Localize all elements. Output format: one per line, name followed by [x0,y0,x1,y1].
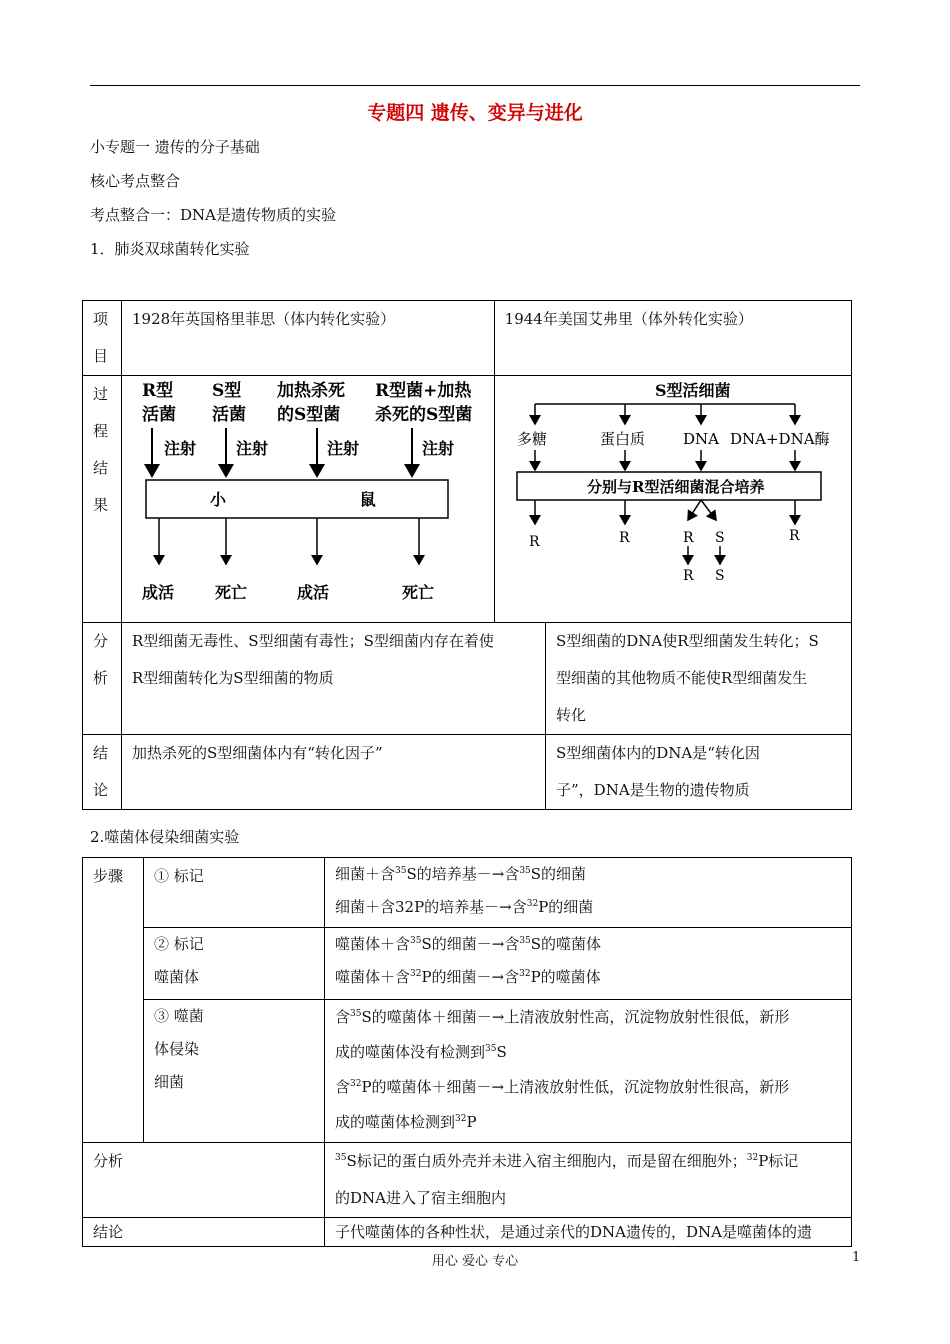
inject-label: 注射 [164,439,197,458]
analysis-griffith: R型细菌无毒性、S型细菌有毒性；S型细菌内存在着使 R型细菌转化为S型细菌的物质 [122,623,546,735]
outcome-label: S [714,568,725,584]
outcome-label: R [682,530,694,546]
griffith-head: 1928年英国格里菲思（体内转化实验） [122,301,495,376]
header-rule [90,85,860,86]
step2-label: ② 标记 噬菌体 [144,928,325,1000]
griffith-diagram [122,376,495,623]
group-label: S型 [212,381,242,401]
subtitle: 小专题一 遗传的分子基础 [90,138,260,156]
result-label: 死亡 [215,583,248,602]
inject-label: 注射 [327,439,360,458]
page-number: 1 [852,1250,861,1265]
part-label: DNA [682,430,719,448]
steps-head: 步骤 [83,858,144,1143]
conclusion-content: 子代噬菌体的各种性状，是通过亲代的DNA遗传的，DNA是噬菌体的遗 [325,1218,852,1247]
inject-label: 注射 [422,439,455,458]
conclusion-head: 结论 [83,1218,325,1247]
group-label: R型 [142,381,174,401]
inject-label: 注射 [236,439,269,458]
analysis-content: $^{35}$S标记的蛋白质外壳并未进入宿主细胞内，而是留在细胞外；$^{32}$P标记 的DNA进入了宿主细胞内 [325,1143,852,1218]
step2-content: 噬菌体＋含$^{35}$S的细菌－→含$^{35}$S的噬菌体 噬菌体＋含$^{32}$P的细菌－→含$^{32}$P的噬菌体 [325,928,852,1000]
row-head-analysis: 分 析 [83,623,122,735]
mouse-label: 小 鼠 [210,490,376,509]
outcome-arrow [701,500,716,520]
footer: 用心 爱心 专心 [431,1254,519,1269]
conclusion-avery: S型细菌体内的DNA是“转化因 子”，DNA是生物的遗传物质 [546,735,852,810]
result-label: 成活 [297,583,330,602]
griffith-diagram-svg [122,376,484,608]
step1-label: ① 标记 [144,858,325,928]
result-label: 死亡 [402,583,435,602]
section-heading: 核心考点整合 [90,172,181,190]
group-label: 的S型菌 [277,405,341,425]
outcome-label: R [788,528,800,544]
conclusion-griffith: 加热杀死的S型细菌体内有“转化因子” [122,735,546,810]
group-label: R型菌+加热 [375,381,472,401]
avery-head: 1944年美国艾弗里（体外转化实验） [494,301,851,376]
result-label: 成活 [142,583,175,602]
analysis-head: 分析 [83,1143,325,1218]
page-title: 专题四 遗传、变异与进化 [367,102,583,124]
group-label: 活菌 [212,405,246,425]
outcome-label: R [528,534,540,550]
row-head-conclusion: 结 论 [83,735,122,810]
step3-label: ③ 噬菌 体侵染 细菌 [144,1000,325,1143]
outcome-label: R [682,568,694,584]
group-label: 加热杀死 [277,381,345,401]
source-label: S型活细菌 [654,381,731,400]
part-label: 多糖 [516,430,547,448]
culture-label: 分别与R型活细菌混合培养 [586,478,765,496]
item-heading-1: 1．肺炎双球菌转化实验 [90,240,250,258]
outcome-label: R [618,530,630,546]
phage-table [82,857,852,1247]
avery-diagram-svg [495,376,850,608]
item-heading-2: 2.噬菌体侵染细菌实验 [90,828,240,846]
step3-content: 含$^{35}$S的噬菌体＋细菌－→上清液放射性高，沉淀物放射性很低，新形 成的噬菌体没有检测到$^{35}$S 含$^{32}$P的噬菌体＋细菌－→上清液放射性低，沉淀物放射性很高，新形 成的噬菌体检测到$^{32}$P [325,1000,852,1143]
group-label: 活菌 [142,405,176,425]
row-head-item: 项 目 [83,301,122,376]
outcome-label: S [714,530,725,546]
avery-diagram [494,376,851,623]
step1-content: 细菌＋含$^{35}$S的培养基－→含$^{35}$S的细菌 细菌＋含32P的培养基－→含$^{32}$P的细菌 [325,858,852,928]
part-label: DNA+DNA酶 [729,430,830,448]
transformation-table [82,300,852,810]
point-heading: 考点整合一：DNA是遗传物质的实验 [90,206,336,224]
analysis-avery: S型细菌的DNA使R型细菌发生转化；S 型细菌的其他物质不能使R型细菌发生 转化 [546,623,852,735]
group-label: 杀死的S型菌 [375,405,473,425]
row-head-process: 过 程 结 果 [83,376,122,623]
outcome-arrow [688,500,701,520]
part-label: 蛋白质 [599,430,645,448]
